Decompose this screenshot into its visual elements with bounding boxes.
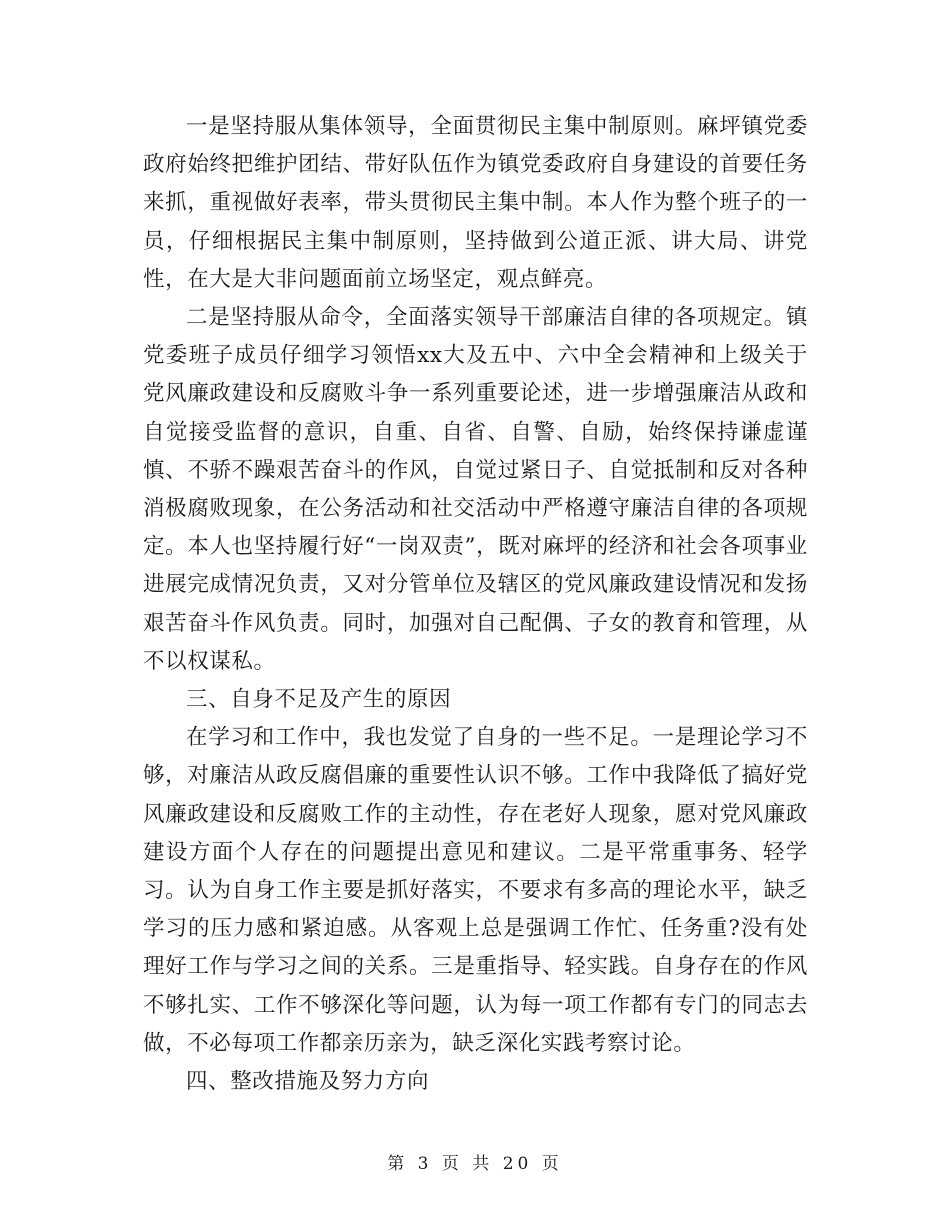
page-number-footer: 第 3 页 共 20 页 <box>387 1154 563 1174</box>
section-heading-rectification: 四、整改措施及努力方向 <box>186 1069 430 1095</box>
paragraph-collective-leadership: 一是坚持服从集体领导，全面贯彻民主集中制原则。麻坪镇党委政府始终把维护团结、带好队伍作为镇党委政府自身建设的首要任务来抓，重视做好表率，带头贯彻民主集中制。本人作为整个班子的一员，仔细根据民主集中制原则，坚持做到公道正派、讲大局、讲党性，在大是大非问题面前立场坚定，观点鲜亮。 <box>143 114 808 292</box>
paragraph-integrity-rules: 二是坚持服从命令，全面落实领导干部廉洁自律的各项规定。镇党委班子成员仔细学习领悟xx大及五中、六中全会精神和上级关于党风廉政建设和反腐败斗争一系列重要论述，进一步增强廉洁从政和自觉接受监督的意识，自重、自省、自警、自励，始终保持谦虚谨慎、不骄不躁艰苦奋斗的作风，自觉过紧日子、自觉抵制和反对各种消极腐败现象，在公务活动和社交活动中严格遵守廉洁自律的各项规定。本人也坚持履行好“一岗双责”，既对麻坪的经济和社会各项事业进展完成情况负责，又对分管单位及辖区的党风廉政建设情况和发扬艰苦奋斗作风负责。同时，加强对自己配偶、子女的教育和管理，从不以权谋私。 <box>143 305 808 674</box>
section-heading-shortcomings: 三、自身不足及产生的原因 <box>186 687 452 713</box>
document-body <box>143 108 808 1101</box>
paragraph-shortcomings: 在学习和工作中，我也发觉了自身的一些不足。一是理论学习不够，对廉洁从政反腐倡廉的重要性认识不够。工作中我降低了搞好党风廉政建设和反腐败工作的主动性，存在老好人现象，愿对党风廉政建设方面个人存在的问题提出意见和建议。二是平常重事务、轻学习。认为自身工作主要是抓好落实，不要求有多高的理论水平，缺乏学习的压力感和紧迫感。从客观上总是强调工作忙、任务重?没有处理好工作与学习之间的关系。三是重指导、轻实践。自身存在的作风不够扎实、工作不够深化等问题，认为每一项工作都有专门的同志去做，不必每项工作都亲历亲为，缺乏深化实践考察讨论。 <box>143 725 808 1056</box>
